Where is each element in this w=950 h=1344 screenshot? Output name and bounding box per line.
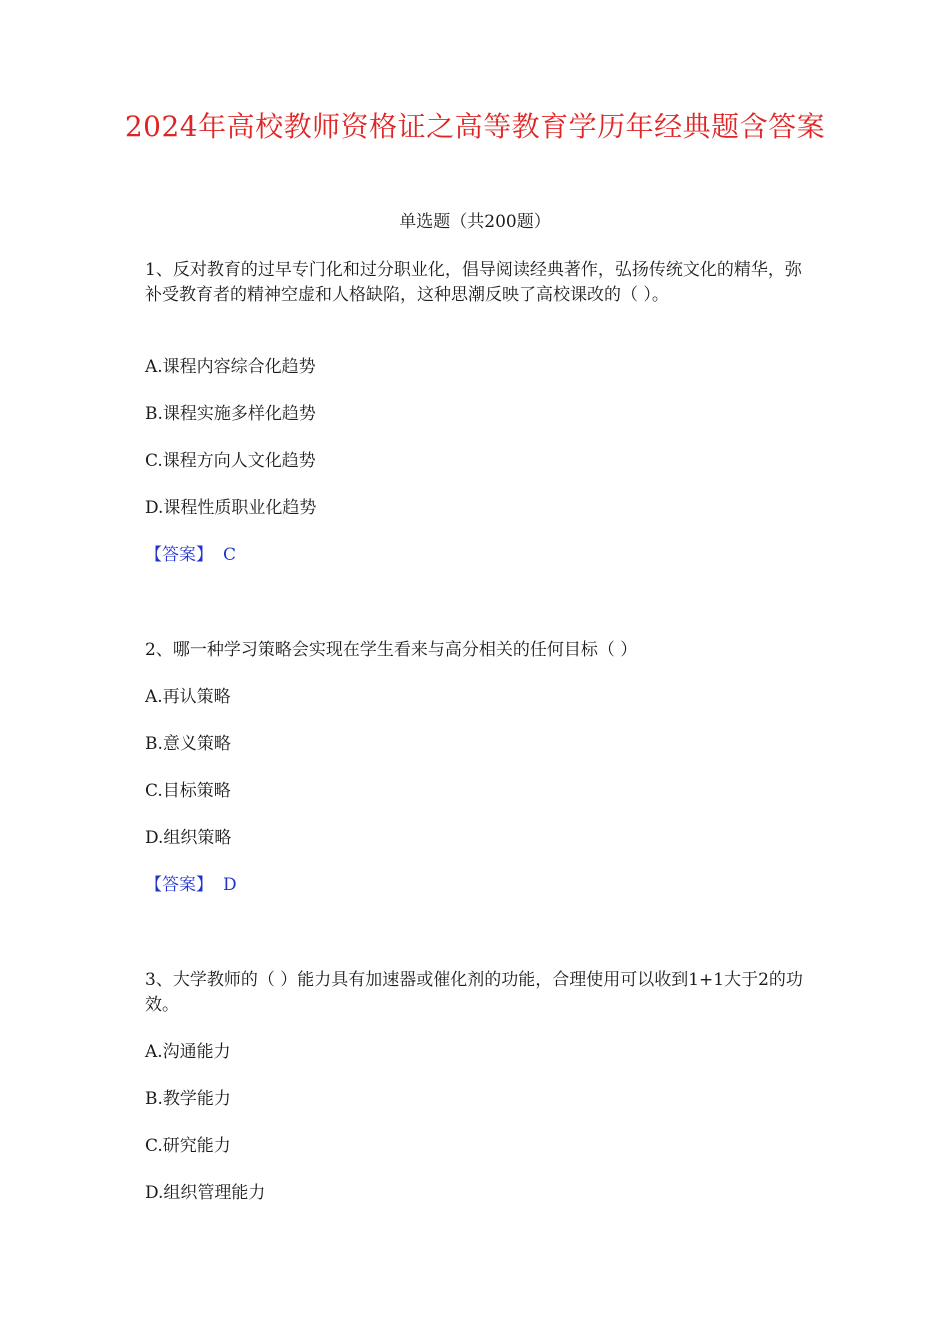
- option-c: C.目标策略: [145, 781, 231, 801]
- option-c: C.课程方向人文化趋势: [145, 451, 316, 471]
- answer-value: D: [223, 875, 237, 895]
- answer-label: 【答案】: [145, 875, 213, 895]
- option-a: A.沟通能力: [145, 1042, 231, 1062]
- answer-value: C: [223, 545, 237, 565]
- section-heading: 单选题（共200题）: [399, 212, 551, 232]
- question-stem: 2、哪一种学习策略会实现在学生看来与高分相关的任何目标（ ）: [145, 640, 638, 660]
- question-stem: 3、大学教师的（ ）能力具有加速器或催化剂的功能，合理使用可以收到1+1大于2的功效。: [145, 970, 803, 1015]
- option-b: B.教学能力: [145, 1089, 231, 1109]
- option-b: B.课程实施多样化趋势: [145, 404, 316, 424]
- option-a: A.课程内容综合化趋势: [145, 357, 316, 377]
- option-d: D.组织策略: [145, 828, 232, 848]
- answer-line: [145, 543, 236, 567]
- option-d: D.组织管理能力: [145, 1183, 266, 1203]
- option-c: C.研究能力: [145, 1136, 231, 1156]
- document-title: 2024年高校教师资格证之高等教育学历年经典题含答案: [124, 110, 826, 143]
- answer-line: [145, 873, 237, 897]
- answer-label: 【答案】: [145, 545, 213, 565]
- question-stem: 1、反对教育的过早专门化和过分职业化，倡导阅读经典著作，弘扬传统文化的精华，弥补受教育者的精神空虚和人格缺陷，这种思潮反映了高校课改的（ ）。: [145, 260, 802, 305]
- option-d: D.课程性质职业化趋势: [145, 498, 317, 518]
- option-a: A.再认策略: [145, 687, 231, 707]
- option-b: B.意义策略: [145, 734, 231, 754]
